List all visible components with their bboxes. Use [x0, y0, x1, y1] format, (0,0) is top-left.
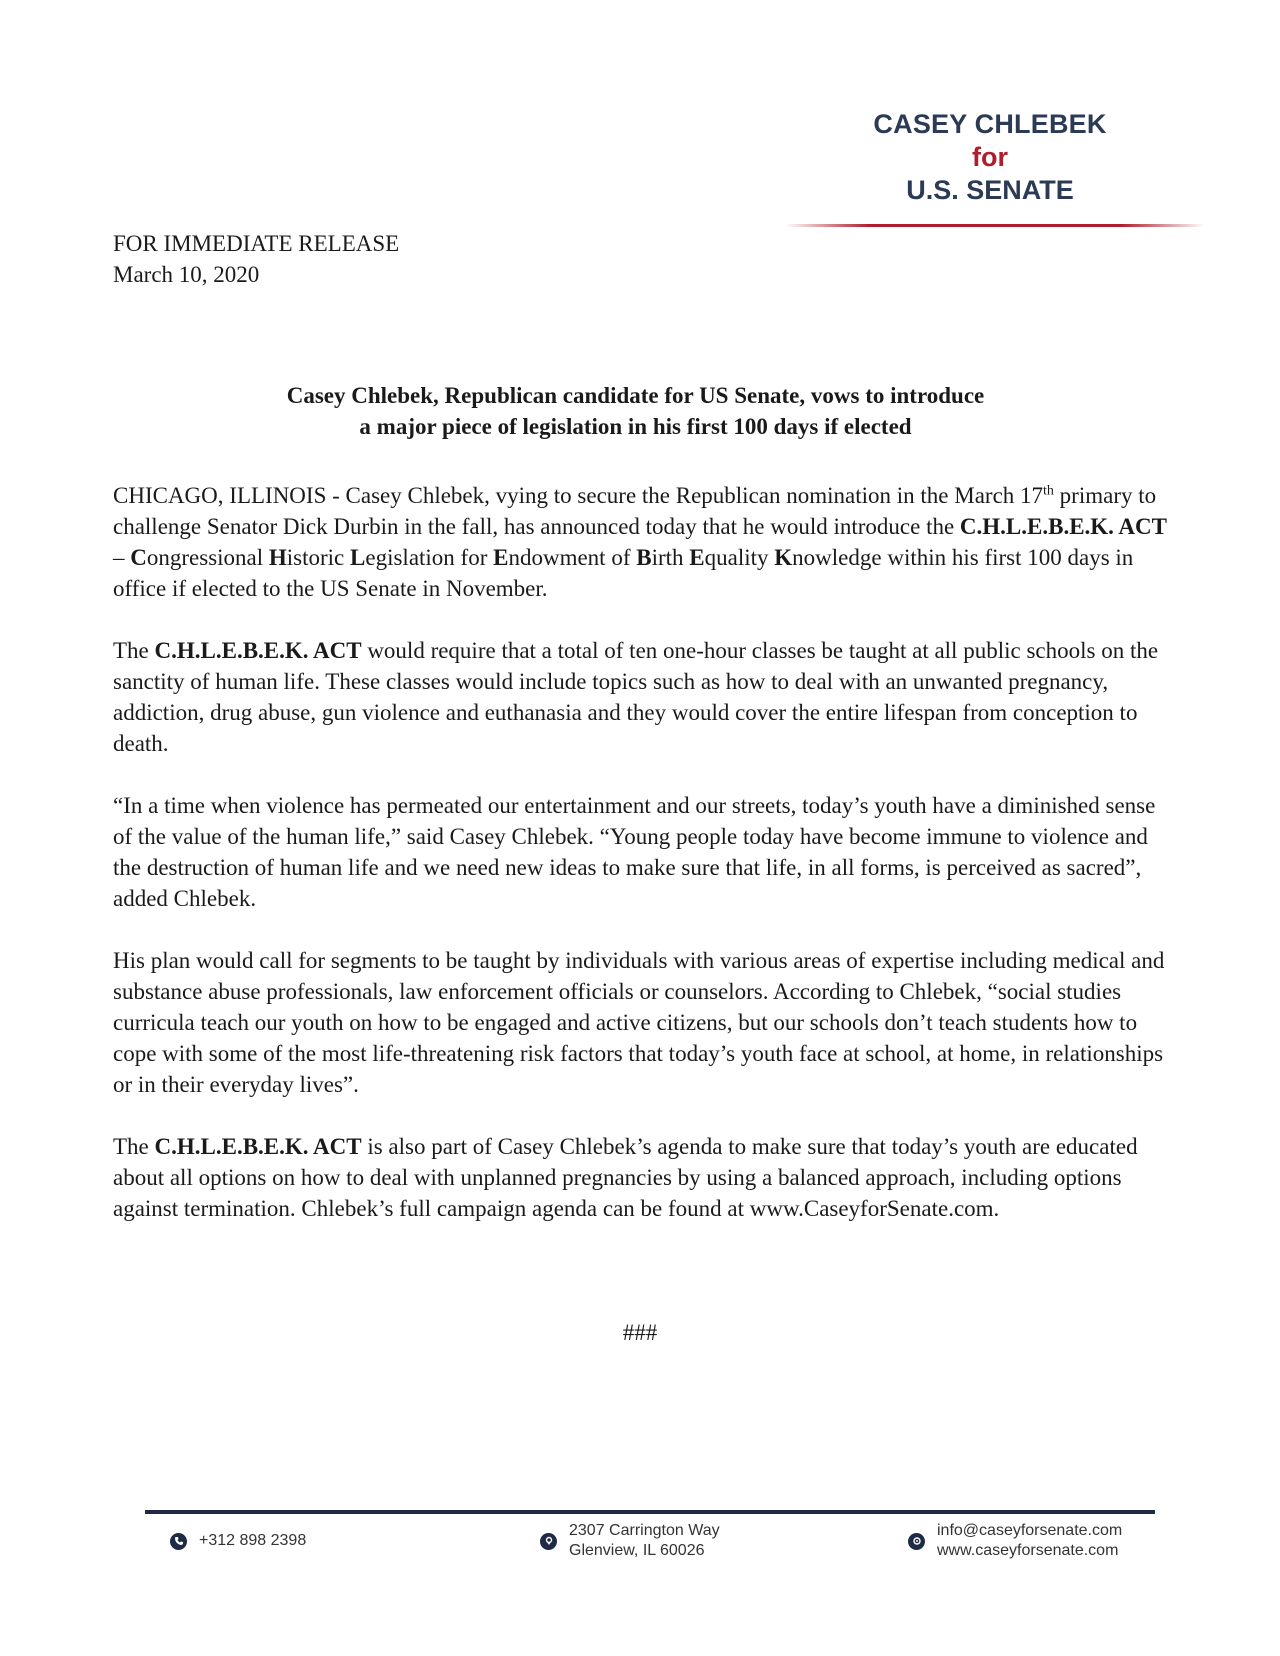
- headline-line-2: a major piece of legislation in his first 100 days if elected: [359, 414, 912, 439]
- footer-phone: [170, 1520, 306, 1562]
- p1-text-a: CHICAGO, ILLINOIS - Casey Chlebek, vying to secure the Republican nomination in the March 17: [113, 483, 1044, 508]
- paragraph-1: [113, 480, 1173, 604]
- end-mark: ###: [622, 1320, 658, 1345]
- email-icon: [908, 1533, 925, 1550]
- acronym-initial: E: [493, 545, 509, 570]
- website-link[interactable]: www.caseyforsenate.com: [937, 1542, 1119, 1559]
- phone-icon: [170, 1533, 187, 1550]
- footer-contact: [908, 1518, 1122, 1564]
- paragraph-3: “In a time when violence has permeated our entertainment and our streets, today’s youth have a diminished sense of the value of the human life,” said Casey Chlebek. “Young people today have become immune to violence and the destruction of human life and we need new ideas to make sure that life, in all forms, is perceived as sacred”, added Chlebek.: [113, 793, 1156, 911]
- campaign-logo: [840, 108, 1140, 207]
- p1-dash: –: [113, 545, 131, 570]
- email-link[interactable]: info@caseyforsenate.com: [937, 1522, 1123, 1539]
- acronym-word: irth: [651, 545, 690, 570]
- p1-superscript: th: [1043, 483, 1054, 499]
- acronym-initial: L: [350, 545, 366, 570]
- p2-text-b: would require that a total of ten one-hour classes be taught at all public schools on the sanctity of human life. These classes would include topics such as how to deal with an unwanted pregnancy, addiction, drug abuse, gun violence and euthanasia and they would cover the entire lifespan from conception to death.: [113, 638, 1159, 756]
- logo-line-for: for: [972, 142, 1008, 172]
- p5-act-name: C.H.L.E.B.E.K. ACT: [154, 1134, 362, 1159]
- location-pin-icon: [540, 1533, 557, 1550]
- footer-address: [540, 1518, 720, 1564]
- p2-act-name: C.H.L.E.B.E.K. ACT: [154, 638, 362, 663]
- address-line-2: Glenview, IL 60026: [569, 1542, 705, 1559]
- acronym-word: egislation for: [365, 545, 494, 570]
- p5-text-a: The: [113, 1134, 155, 1159]
- acronym-word: nowledge: [792, 545, 882, 570]
- logo-line-office: U.S. SENATE: [906, 175, 1074, 205]
- acronym-initial: B: [636, 545, 652, 570]
- paragraph-2: [113, 635, 1173, 759]
- address-line-1: 2307 Carrington Way: [569, 1522, 720, 1539]
- acronym-word: quality: [704, 545, 775, 570]
- release-block: [113, 228, 399, 290]
- acronym-word: ongressional: [146, 545, 269, 570]
- p1-act-name: C.H.L.E.B.E.K. ACT: [959, 514, 1167, 539]
- acronym-word: istoric: [286, 545, 351, 570]
- release-label: FOR IMMEDIATE RELEASE: [113, 231, 400, 256]
- footer-divider: [145, 1510, 1155, 1514]
- p1-text-b: primary to challenge Senator Dick Durbin in the fall, has announced today that he would introduce the: [113, 483, 1157, 539]
- paragraph-5: [113, 1131, 1173, 1224]
- logo-underline: [785, 224, 1205, 227]
- acronym-initial: K: [774, 545, 793, 570]
- p1-text-c: within his first 100 days in office if elected to the US Senate in November.: [113, 545, 1134, 601]
- address-text: [569, 1521, 720, 1561]
- release-date: March 10, 2020: [113, 262, 260, 287]
- paragraph-4: His plan would call for segments to be taught by individuals with various areas of expertise including medical and substance abuse professionals, law enforcement officials or counselors. According to Chlebek, “social studies curricula teach our youth on how to be engaged and active citizens, but our schools don’t teach students how to cope with some of the most life-threatening risk factors that today’s youth face at school, at home, in relationships or in their everyday lives”.: [113, 948, 1165, 1097]
- acronym-word: ndowment of: [508, 545, 637, 570]
- p5-text-b: is also part of Casey Chlebek’s agenda to make sure that today’s youth are educated about all options on how to deal with unplanned pregnancies by using a balanced approach, including options against termination. Chlebek’s full campaign agenda can be found at www.CaseyforSenate.com.: [113, 1134, 1138, 1221]
- phone-number[interactable]: +312 898 2398: [199, 1532, 307, 1549]
- headline: [113, 380, 1158, 442]
- logo-line-name: CASEY CHLEBEK: [873, 109, 1107, 139]
- press-release-body: [113, 480, 1173, 1255]
- acronym-initial: E: [689, 545, 705, 570]
- contact-text: [937, 1521, 1122, 1561]
- p2-text-a: The: [113, 638, 155, 663]
- acronym-initial: H: [268, 545, 287, 570]
- acronym-initial: C: [130, 545, 147, 570]
- headline-line-1: Casey Chlebek, Republican candidate for US Senate, vows to introduce: [286, 383, 985, 408]
